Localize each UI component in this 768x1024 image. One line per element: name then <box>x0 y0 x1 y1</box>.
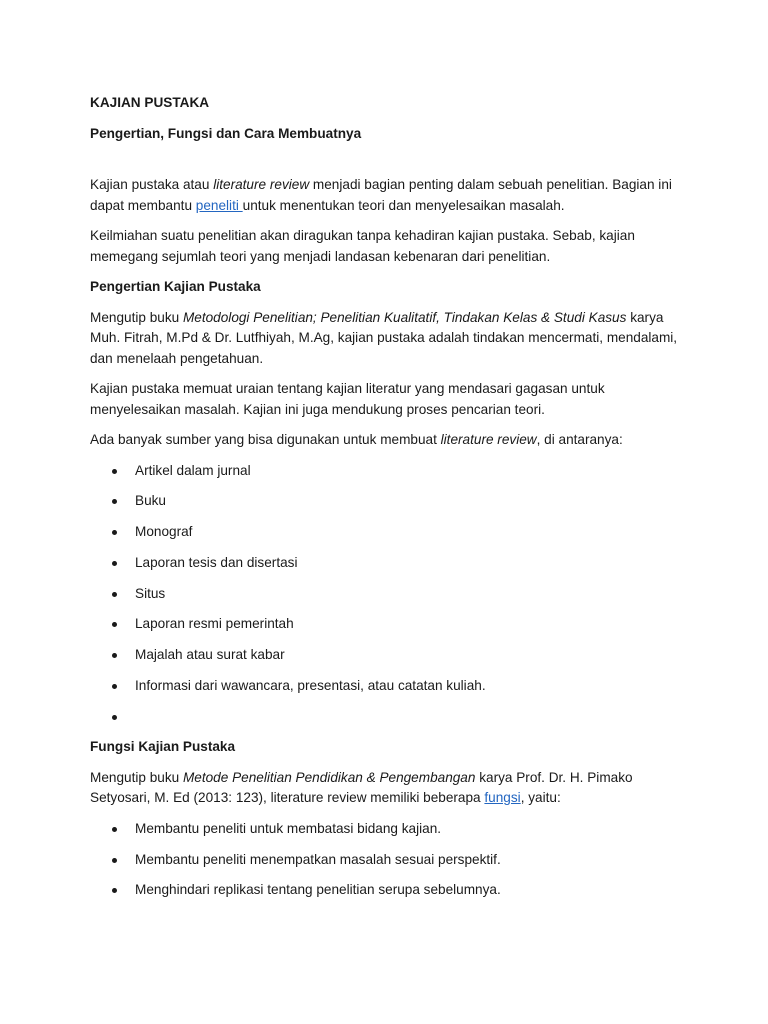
section-heading-fungsi: Fungsi Kajian Pustaka <box>90 739 236 755</box>
pengertian-paragraph-2: Kajian pustaka memuat uraian tentang kajian literatur yang mendasari gagasan untuk menyelesaikan masalah. Kajian ini juga mendukung proses pencarian teori. <box>90 381 605 417</box>
list-item: Membantu peneliti untuk membatasi bidang kajian. <box>90 819 680 850</box>
list-item: Majalah atau surat kabar <box>90 645 680 676</box>
section-heading-pengertian: Pengertian Kajian Pustaka <box>90 279 261 294</box>
document-title: KAJIAN PUSTAKA <box>90 95 210 110</box>
list-item: Artikel dalam jurnal <box>90 461 680 492</box>
list-item: Membantu peneliti menempatkan masalah sesuai perspektif. <box>90 850 680 881</box>
pengertian-text-1: Mengutip buku <box>90 309 183 325</box>
list-item: Situs <box>90 584 680 615</box>
fungsi-text-1: Mengutip buku <box>90 769 183 785</box>
list-item: Menghindari replikasi tentang penelitian serupa sebelumnya. <box>90 880 680 911</box>
list-item: Laporan tesis dan disertasi <box>90 553 680 584</box>
list-item: Laporan resmi pemerintah <box>90 614 680 645</box>
peneliti-link[interactable]: peneliti <box>195 197 243 213</box>
fungsi-text-2: karya Prof. Dr. H. Pimako Setyosari, M. Ed (2013: 123), literature review memiliki beberapa <box>90 769 633 806</box>
sources-intro-text-1: Ada banyak sumber yang bisa digunakan untuk membuat <box>90 432 441 447</box>
pengertian-paragraph-1 <box>90 308 680 370</box>
intro-text-1: Kajian pustaka atau <box>90 177 214 192</box>
intro-text-3: untuk menentukan teori dan menyelesaikan masalah. <box>242 197 565 213</box>
list-item: Monograf <box>90 522 680 553</box>
pengertian-paragraph-3 <box>90 430 680 451</box>
list-item: Buku <box>90 491 680 522</box>
intro-text-2: menjadi bagian penting dalam sebuah penelitian. Bagian ini dapat membantu <box>90 177 672 213</box>
sources-intro-italic: literature review <box>440 432 537 447</box>
intro-paragraph <box>90 175 680 216</box>
list-item: Informasi dari wawancara, presentasi, atau catatan kuliah. <box>90 676 680 707</box>
fungsi-italic: Metode Penelitian Pendidikan & Pengembangan <box>182 769 476 785</box>
fungsi-paragraph-1 <box>90 768 680 809</box>
fungsi-link[interactable]: fungsi <box>484 790 521 806</box>
list-item-empty <box>90 707 680 738</box>
document-body <box>90 93 680 911</box>
document-subtitle: Pengertian, Fungsi dan Cara Membuatnya <box>90 125 362 141</box>
paragraph-2: Keilmiahan suatu penelitian akan diragukan tanpa kehadiran kajian pustaka. Sebab, kajian memegang sejumlah teori yang menjadi landasan kebenaran dari penelitian. <box>90 228 635 264</box>
fungsi-text-3: , yaitu: <box>520 790 561 806</box>
intro-italic: literature review <box>213 177 310 192</box>
sources-list <box>90 461 680 738</box>
pengertian-italic: Metodologi Penelitian; Penelitian Kualitatif, Tindakan Kelas & Studi Kasus <box>182 309 627 325</box>
functions-list <box>90 819 680 911</box>
pengertian-text-2: karya Muh. Fitrah, M.Pd & Dr. Lutfhiyah, M.Ag, kajian pustaka adalah tindakan mencermati, mendalami, dan menelaah pengetahuan. <box>90 309 678 366</box>
sources-intro-text-2: , di antaranya: <box>536 432 623 447</box>
